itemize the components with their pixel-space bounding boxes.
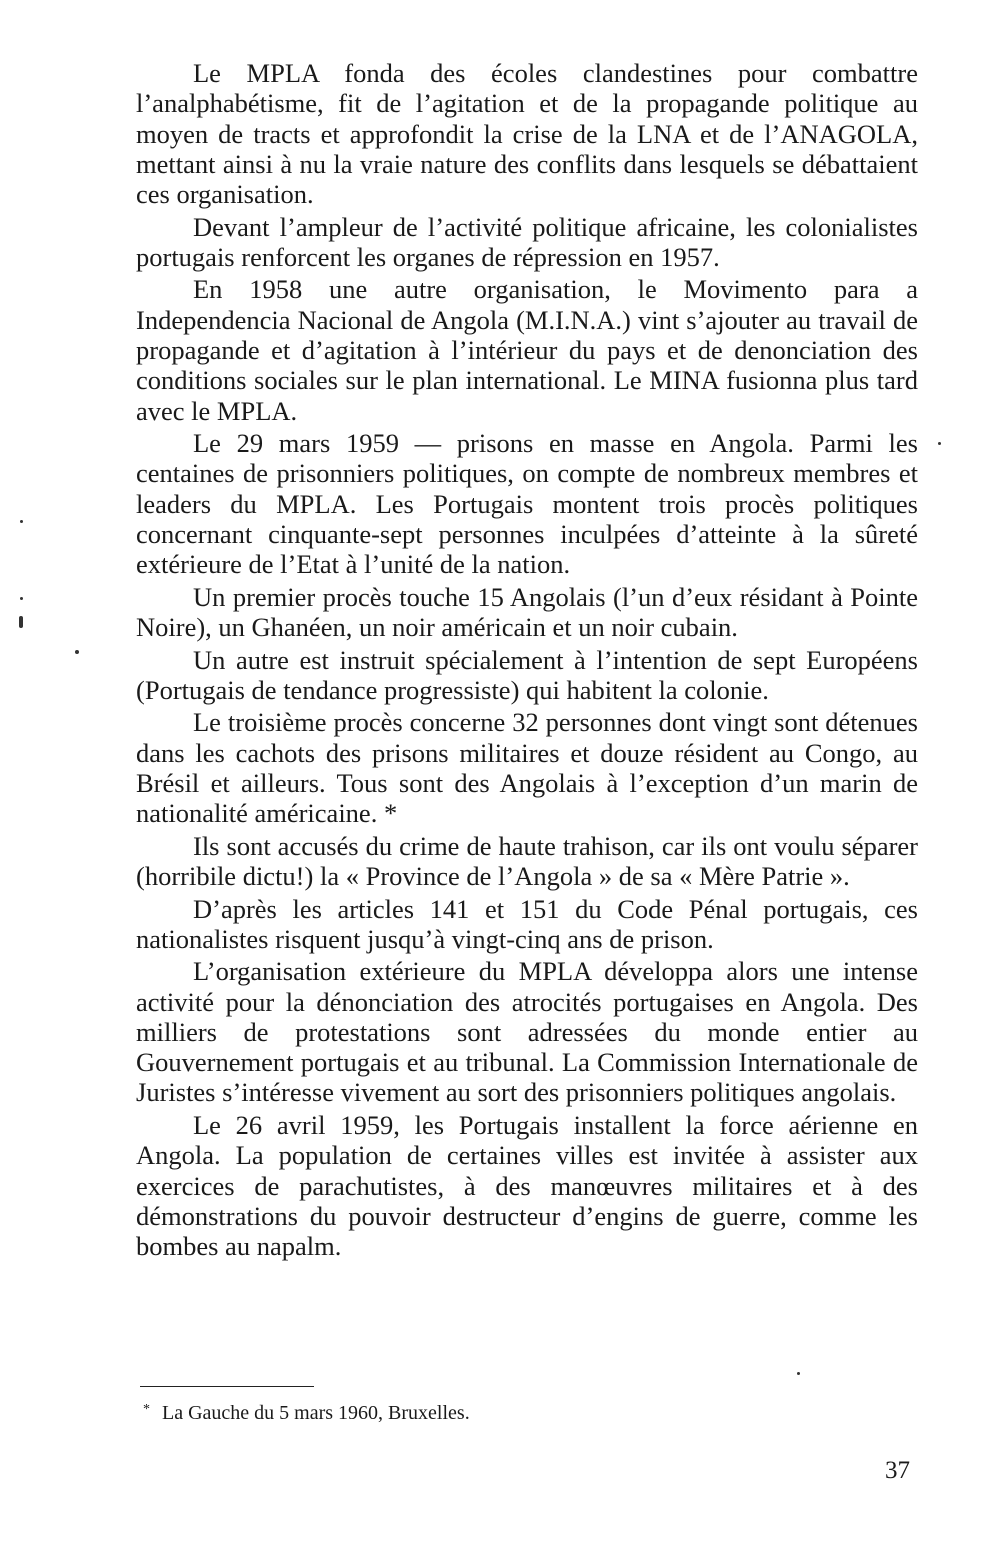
paragraph-6: Un autre est instruit spécialement à l’intention de sept Européens (Portugais de tendance progressiste) qui habitent la colonie. [136, 644, 918, 705]
paragraph-10: L’organisation extérieure du MPLA développa alors une intense activité pour la dénonciation des atrocités portugaises en Angola. Des milliers de protestations sont adressées du monde entier au Gouvernement portugais et au tribunal. La Commission Internationale de Juristes s’intéresse vivement au sort des prisonniers politiques angolais. [136, 956, 918, 1108]
scan-speck [797, 1372, 800, 1375]
paragraph-4: Le 29 mars 1959 — prisons en masse en Angola. Parmi les centaines de prisonniers politiques, on compte de nombreux membres et leaders du MPLA. Les Portugais montent trois procès politiques concernant cinquante-sept personnes inculpées d’atteinte à la sûreté extérieure de l’Etat à l’unité de la nation. [136, 428, 918, 580]
scan-speck [75, 650, 79, 654]
paragraph-9: D’après les articles 141 et 151 du Code Pénal portugais, ces nationalistes risquent jusqu’à vingt-cinq ans de prison. [136, 893, 918, 954]
paragraph-11: Le 26 avril 1959, les Portugais installent la force aérienne en Angola. La population de certaines villes est invitée à assister aux exercices de parachutistes, à des manœuvres militaires et à des démonstrations du pouvoir destructeur d’engins de guerre, comme les bombes au napalm. [136, 1109, 918, 1262]
paragraph-5: Un premier procès touche 15 Angolais (l’un d’eux résidant à Pointe Noire), un Ghanéen, un noir américain et un noir cubain. [136, 581, 918, 643]
scan-speck [938, 442, 941, 445]
paragraph-1: Le MPLA fonda des écoles clandestines pour combattre l’analphabétisme, fit de l’agitation et de la propagande politique au moyen de tracts et approfondit la crise de la LNA et de l’ANAGOLA, mettant ainsi à nu la vraie nature des conflits dans lesquels se débattaient ces organisation. [136, 58, 918, 210]
paragraph-3: En 1958 une autre organisation, le Movimento para a Independencia Nacional de Angola (M.I.N.A.) vint s’ajouter au travail de propagande et d’agitation à l’intérieur du pays et de denonciation des conditions sociales sur le plan international. Le MINA fusionna plus tard avec le MPLA. [136, 274, 918, 426]
paragraph-7: Le troisième procès concerne 32 personnes dont vingt sont détenues dans les cachots des prisons militaires et douze résident au Congo, au Brésil et ailleurs. Tous sont des Angolais à l’exception d’un marin de nationalité américaine. * [136, 707, 918, 829]
paragraph-8: Ils sont accusés du crime de haute trahison, car ils ont voulu séparer (horribile dictu!) la « Province de l’Angola » de sa « Mère Patrie ». [136, 830, 918, 892]
page-number: 37 [885, 1457, 910, 1484]
scan-speck [19, 616, 23, 628]
footnote-mark: * [143, 1402, 150, 1417]
footnote-divider [140, 1386, 314, 1387]
footnote-text: La Gauche du 5 mars 1960, Bruxelles. [162, 1402, 470, 1424]
paragraph-2: Devant l’ampleur de l’activité politique africaine, les colonialistes portugais renforcent les organes de répression en 1957. [136, 211, 918, 272]
scan-speck [20, 520, 23, 523]
footnote [143, 1400, 470, 1429]
scan-speck [20, 597, 23, 600]
body-text [136, 58, 918, 1264]
